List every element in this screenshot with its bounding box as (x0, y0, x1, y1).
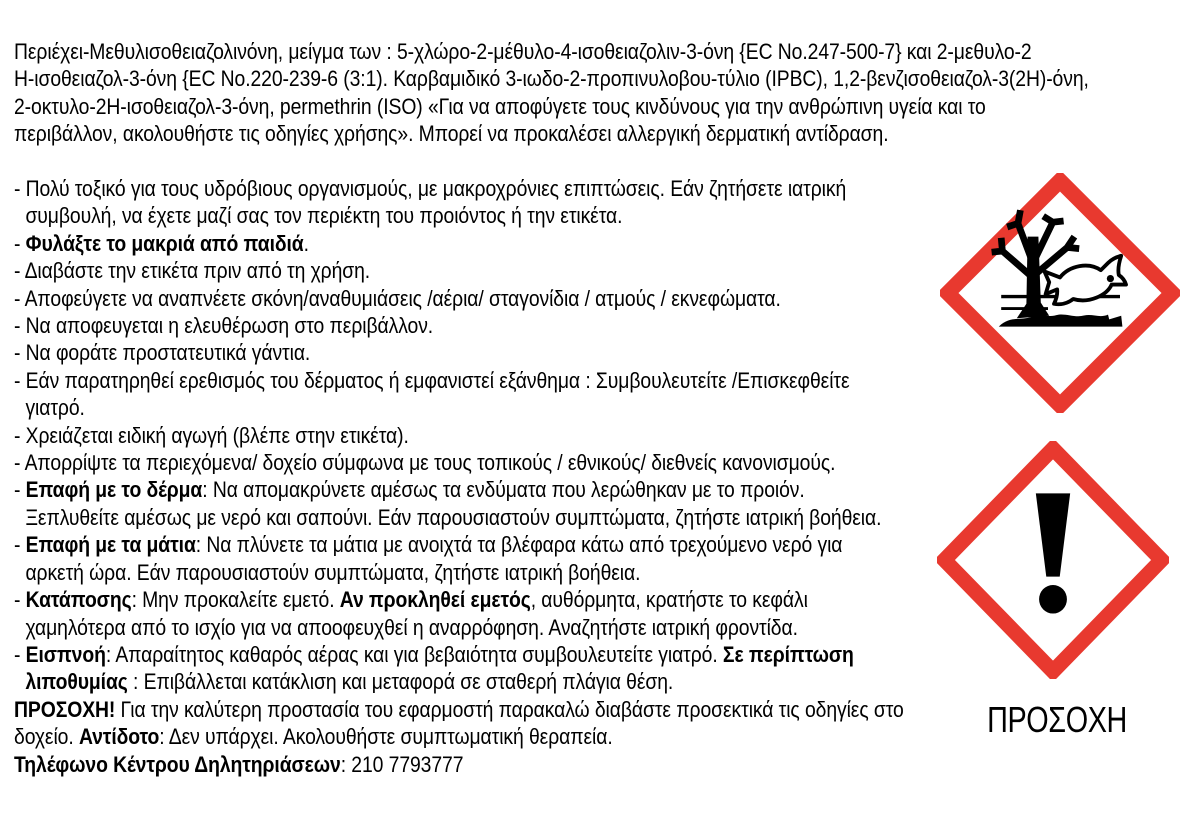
statement-line: - Να αποφευγεται η ελευθέρωση στο περιβάλλον. (14, 313, 434, 339)
red-diamond-border (937, 441, 1169, 679)
statement-line: - Πολύ τοξικό για τους υδρόβιους οργανισμούς, με μακροχρόνιες επιπτώσεις. Εάν ζητήσετε ιατρική (14, 176, 847, 201)
hazard-statements (14, 175, 904, 778)
statement-line: - Αποφεύγετε να αναπνέετε σκόνη/αναθυμιάσεις /αέρια/ σταγονίδια / ατμούς / εκνεφώματα. (14, 285, 781, 311)
statement-line: - Διαβάστε την ετικέτα πριν από τη χρήση. (14, 258, 371, 284)
statement-line: - Επαφή με το δέρμα: Να απομακρύνετε αμέσως τα ενδύματα που λερώθηκαν με το προιόν. (14, 477, 805, 503)
red-diamond-border (940, 173, 1180, 413)
ghs09-environment-pictogram (940, 173, 1180, 413)
statement-line: ΠΡΟΣΟΧΗ! Για την καλύτερη προστασία του εφαρμοστή παρακαλώ διαβάστε προσεκτικά τις οδηγίες στο (14, 696, 904, 722)
intro-paragraph (14, 38, 1089, 148)
statement-line: - Απορρίψτε τα περιεχόμενα/ δοχείο σύμφωνα με τους τοπικούς / εθνικούς/ διεθνείς κανονισμούς. (14, 450, 836, 476)
statement-line: γιατρό. (25, 395, 85, 421)
statement-line: χαμηλότερα από το ισχίο για να αποοφευχθεί η αναρρόφηση. Αναζητήστε ιατρική φροντίδα. (25, 614, 798, 640)
statement-line: - Να φοράτε προστατευτικά γάντια. (14, 340, 311, 366)
intro-line: Περιέχει-Μεθυλισοθειαζολινόνη, μείγμα των : 5-χλώρο-2-μέθυλο-4-ισοθειαζολιν-3-όνη {EC No.247-500-7} και 2-μεθυλο-2 (14, 39, 1032, 64)
statement-line: - Επαφή με τα μάτια: Να πλύνετε τα μάτια με ανοιχτά τα βλέφαρα κάτω από τρεχούμενο νερό για (14, 532, 843, 558)
statement-line: συμβουλή, να έχετε μαζί σας τον περιέκτη του προιόντος ή την ετικέτα. (25, 203, 623, 229)
statement-line: Τηλέφωνο Κέντρου Δηλητηριάσεων: 210 7793777 (14, 751, 464, 777)
statement-line: δοχείο. Αντίδοτο: Δεν υπάρχει. Ακολουθήστε συμπτωματική θεραπεία. (14, 724, 613, 750)
statement-line: λιποθυμίας : Επιβάλλεται κατάκλιση και μεταφορά σε σταθερή πλάγια θέση. (25, 669, 674, 695)
statement-line: - Φυλάξτε το μακριά από παιδιά. (14, 230, 309, 256)
intro-line: Η-ισοθειαζολ-3-όνη {EC No.220-239-6 (3:1). Καρβαμιδικό 3-ιωδο-2-προπινυλοβου-τύλιο (IPBC), 1,2-βενζισοθειαζολ-3(2Η)-όνη, (14, 66, 1089, 92)
statement-line: - Χρειάζεται ειδική αγωγή (βλέπε στην ετικέτα). (14, 422, 409, 448)
statement-line: - Κατάποσης: Μην προκαλείτε εμετό. Αν προκληθεί εμετός, αυθόρμητα, κρατήστε το κεφάλι (14, 587, 808, 613)
statement-line: αρκετή ώρα. Εάν παρουσιαστούν συμπτώματα, ζητήστε ιατρική βοήθεια. (25, 559, 641, 585)
statement-line: - Εισπνοή: Απαραίτητος καθαρός αέρας και για βεβαιότητα συμβουλευτείτε γιατρό. Σε περίπτωση (14, 641, 854, 667)
intro-line: 2-οκτυλο-2Η-ισοθειαζολ-3-όνη, permethrin (ISO) «Για να αποφύγετε τους κινδύνους για την ανθρώπινη υγεία και το (14, 93, 986, 119)
ghs07-warning-pictogram (937, 441, 1169, 679)
caution-signal-word: ΠΡΟΣΟΧΗ (987, 699, 1127, 740)
intro-line: περιβάλλον, ακολουθήστε τις οδηγίες χρήσης». Μπορεί να προκαλέσει αλλεργική δερματική αντίδραση. (14, 121, 889, 147)
statement-line: Ξεπλυθείτε αμέσως με νερό και σαπούνι. Εάν παρουσιαστούν συμπτώματα, ζητήστε ιατρική βοήθεια. (25, 504, 882, 530)
statement-line: - Εάν παρατηρηθεί ερεθισμός του δέρματος ή εμφανιστεί εξάνθημα : Συμβουλευτείτε /Επισκεφθείτε (14, 367, 850, 393)
